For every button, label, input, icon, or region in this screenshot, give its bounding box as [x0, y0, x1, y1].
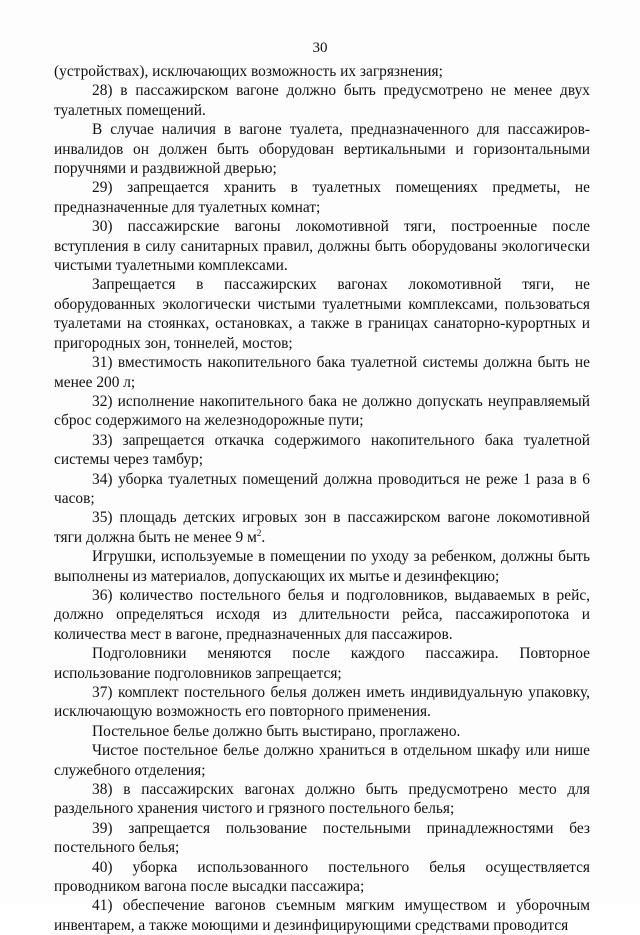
paragraph: [54, 819, 590, 858]
paragraph-text: Постельное белье должно быть выстирано, проглажено.: [92, 722, 461, 740]
paragraph-text: 36) количество постельного белья и подголовников, выдаваемых в рейс, должно определяться исходя из длительности рейса, пассажиропотока и количества мест в вагоне, предназначенных для пассажиров.: [54, 586, 590, 643]
paragraph-text: Подголовники меняются после каждого пассажира. Повторное использование подголовников запрещается;: [54, 645, 590, 682]
paragraph: [54, 275, 590, 353]
paragraph: [54, 217, 590, 275]
paragraph-text: 28) в пассажирском вагоне должно быть предусмотрено не менее двух туалетных помещений.: [54, 82, 590, 119]
paragraph-text: В случае наличия в вагоне туалета, предназначенного для пассажиров-инвалидов он должен быть оборудован вертикальными и горизонтальными поручнями и раздвижной дверью;: [54, 121, 590, 178]
paragraph-text: Игрушки, используемые в помещении по уходу за ребенком, должны быть выполнены из материалов, допускающих их мытье и дезинфекцию;: [54, 548, 590, 585]
paragraph-text: 35) площадь детских игровых зон в пассажирском вагоне локомотивной тяги должна быть не менее 9 м: [54, 509, 590, 546]
paragraph: [54, 81, 590, 120]
paragraph-text: 37) комплект постельного белья должен иметь индивидуальную упаковку, исключающую возможность его повторного применения.: [54, 684, 590, 721]
paragraph: [54, 120, 590, 178]
paragraph-text: 34) уборка туалетных помещений должна проводиться не реже 1 раза в 6 часов;: [54, 470, 590, 507]
paragraph: [54, 858, 590, 897]
paragraph: [54, 62, 590, 81]
superscript: 2: [256, 527, 262, 538]
paragraph: [54, 586, 590, 644]
paragraph-text: Чистое постельное белье должно храниться в отдельном шкафу или нише служебного отделения;: [54, 742, 590, 779]
paragraph: [54, 470, 590, 509]
paragraph: [54, 392, 590, 431]
paragraph: [54, 353, 590, 392]
paragraph-text: 40) уборка использованного постельного белья осуществляется проводником вагона после высадки пассажира;: [54, 858, 590, 896]
paragraph: [54, 644, 590, 683]
paragraph-text: Запрещается в пассажирских вагонах локомотивной тяги, не оборудованных экологически чистыми туалетными комплексами, пользоваться туалетами на стоянках, остановках, а также в границах санаторно-курортных и пригородных зон, тоннелей, мостов;: [54, 276, 590, 352]
paragraph-text: 38) в пассажирских вагонах должно быть предусмотрено место для раздельного хранения чистого и грязного постельного белья;: [54, 781, 590, 818]
document-body: [54, 62, 590, 935]
paragraph: [54, 780, 590, 819]
paragraph-text: 29) запрещается хранить в туалетных помещениях предметы, не предназначенные для туалетных комнат;: [54, 179, 590, 216]
paragraph-text: 39) запрещается пользование постельными принадлежностями без постельного белья;: [54, 819, 590, 857]
paragraph: [54, 683, 590, 722]
paragraph-text: 33) запрещается откачка содержимого накопительного бака туалетной системы через тамбур;: [54, 431, 590, 469]
paragraph: [54, 896, 590, 935]
page-number: 30: [312, 40, 328, 56]
paragraph-text: 32) исполнение накопительного бака не должно допускать неуправляемый сброс содержимого на железнодорожные пути;: [54, 392, 590, 430]
paragraph: [54, 741, 590, 780]
paragraph: [54, 178, 590, 217]
paragraph-text: 41) обеспечение вагонов съемным мягким имуществом и уборочным инвентарем, а также моющими и дезинфицирующими средствами проводится: [54, 897, 590, 934]
paragraph-text: 30) пассажирские вагоны локомотивной тяги, построенные после вступления в силу санитарных правил, должны быть оборудованы экологически чистыми туалетными комплексами.: [54, 218, 590, 275]
paragraph: [54, 722, 590, 741]
paragraph: [54, 508, 590, 547]
paragraph-text: (устройствах), исключающих возможность их загрязнения;: [54, 63, 443, 80]
paragraph: [54, 431, 590, 470]
paragraph-text-tail: .: [261, 528, 266, 546]
paragraph-text: 31) вместимость накопительного бака туалетной системы должна быть не менее 200 л;: [54, 354, 590, 391]
paragraph: [54, 547, 590, 586]
